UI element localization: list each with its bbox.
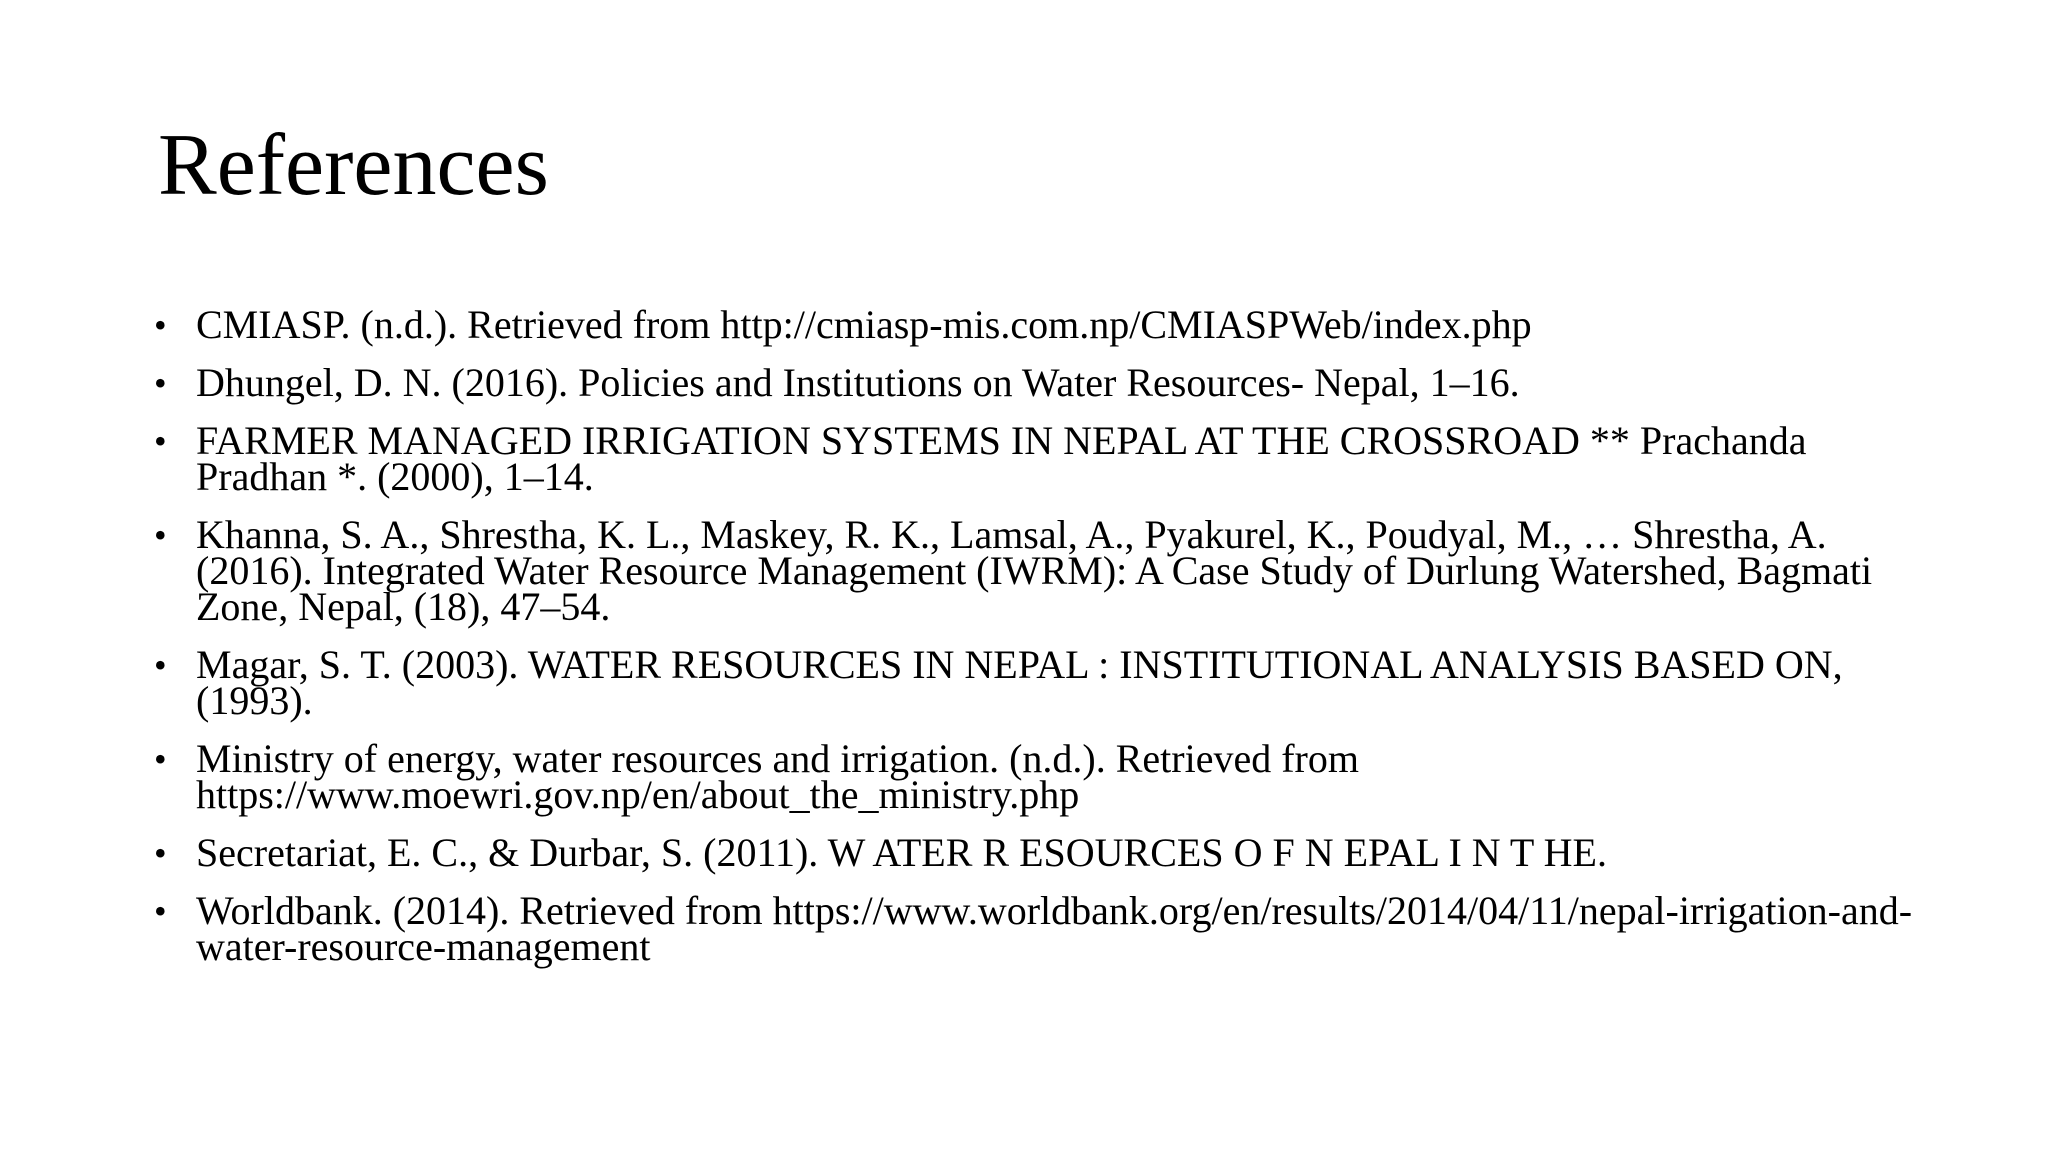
- reference-item: [150, 360, 1920, 405]
- bullet-icon: •: [154, 891, 167, 931]
- reference-item: [150, 512, 1920, 629]
- bullet-icon: •: [154, 833, 167, 873]
- bullet-icon: •: [154, 645, 167, 685]
- bullet-icon: •: [154, 515, 167, 555]
- bullet-icon: •: [154, 305, 167, 345]
- reference-text: Khanna, S. A., Shrestha, K. L., Maskey, R. K., Lamsal, A., Pyakurel, K., Poudyal, M., … Shrestha, A. (2016). Integrated Water Resource Management (IWRM): A Case Study of Durlung Watershed, Bagmati Zone, Nepal, (18), 47–54.: [196, 512, 1873, 629]
- reference-text: CMIASP. (n.d.). Retrieved from http://cmiasp-mis.com.np/CMIASPWeb/index.php: [196, 302, 1532, 347]
- reference-item: [150, 830, 1920, 875]
- reference-item: [150, 736, 1920, 817]
- reference-item: [150, 642, 1920, 723]
- reference-text: Dhungel, D. N. (2016). Policies and Institutions on Water Resources- Nepal, 1–16.: [196, 360, 1520, 405]
- reference-text: Worldbank. (2014). Retrieved from https://www.worldbank.org/en/results/2014/04/11/nepal-irrigation-and-water-resource-management: [196, 888, 1913, 969]
- reference-item: [150, 888, 1920, 969]
- bullet-icon: •: [154, 363, 167, 403]
- reference-item: [150, 302, 1920, 347]
- reference-item: [150, 418, 1920, 499]
- reference-text: Ministry of energy, water resources and irrigation. (n.d.). Retrieved from https://www.moewri.gov.np/en/about_the_ministry.php: [196, 736, 1359, 817]
- reference-text: FARMER MANAGED IRRIGATION SYSTEMS IN NEPAL AT THE CROSSROAD ** Prachanda Pradhan *. (2000), 1–14.: [196, 418, 1807, 499]
- reference-text: Magar, S. T. (2003). WATER RESOURCES IN NEPAL : INSTITUTIONAL ANALYSIS BASED ON, (1993).: [196, 642, 1843, 723]
- bullet-icon: •: [154, 739, 167, 779]
- reference-text: Secretariat, E. C., & Durbar, S. (2011). W ATER R ESOURCES O F N EPAL I N T HE.: [196, 830, 1607, 875]
- slide-title: References: [158, 117, 549, 214]
- reference-list: [150, 302, 1920, 987]
- bullet-icon: •: [154, 421, 167, 461]
